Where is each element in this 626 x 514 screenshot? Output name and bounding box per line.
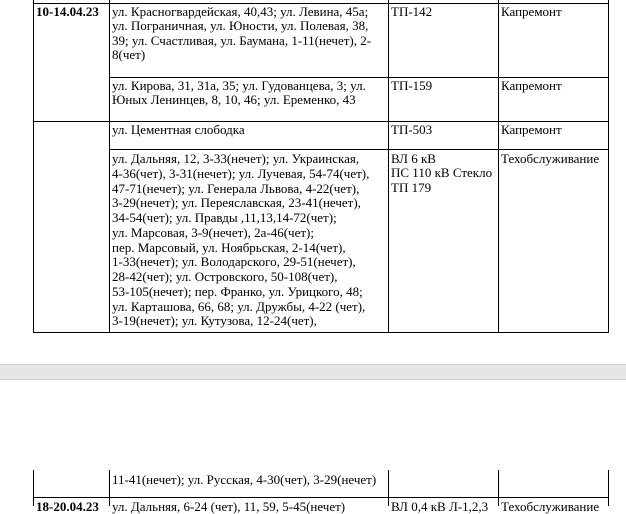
table-cell-object: ТП-159 <box>391 78 433 93</box>
table-cell-work: Капремонт <box>501 122 562 137</box>
table-cell-work: Капремонт <box>501 4 562 19</box>
table-border <box>109 149 609 150</box>
table-border <box>109 0 110 333</box>
table-border <box>388 470 389 506</box>
table-cell-work: Капремонт <box>501 78 562 93</box>
table-border <box>498 0 499 333</box>
table-cell-address: 11-41(нечет); ул. Русская, 4-30(чет), 3-29(нечет) <box>112 472 377 487</box>
table-border <box>388 0 389 333</box>
document-page-2 <box>0 380 626 514</box>
table-cell-address: ул. Кирова, 31, 31а, 35; ул. Гудованцева, 3; ул. Юных Ленинцев, 8, 10, 46; ул. Еременко, 43 <box>112 78 366 108</box>
table-cell-object: ТП-142 <box>391 4 433 19</box>
table-cell-address: ул. Дальняя, 12, 3-33(нечет); ул. Украинская, 4-36(чет), 3-31(нечет); ул. Лучевая, 54-74(чет), 47-71(нечет); ул. Генерала Львова, 4-22(чет), 3-29(нечет); ул. Переяславская, 23-41(нечет), 34-54(чет); ул. Правды ,11,13,14-72(чет); ул. Марсовая, 3-9(нечет), 2а-46(чет); пер. Марсовый, ул. Ноябрьская, 2-14(чет), 1-33(нечет); ул. Володарского, 29-51(нечет), 28-42(чет); ул. Островского, 50-108(чет), 53-105(нечет); пер. Франко, ул. Урицкого, 48; ул. Карташова, 66, 68; ул. Дружбы, 4-22 (чет), 3-19(нечет); ул. Кутузова, 12-24(чет), <box>112 151 370 329</box>
table-cell-object: ВЛ 0,4 кВ Л-1,2,3 <box>391 499 489 514</box>
table-cell-address: ул. Цементная слободка <box>112 122 245 137</box>
table-border <box>33 0 34 333</box>
page-break <box>0 364 626 380</box>
table-border <box>33 470 34 506</box>
table-border <box>109 470 110 506</box>
table-border <box>608 470 609 506</box>
table-border <box>33 497 609 498</box>
table-cell-date: 10-14.04.23 <box>36 4 99 19</box>
table-cell-object: ТП-503 <box>391 122 433 137</box>
table-cell-object: ВЛ 6 кВ ПС 110 кВ Стекло ТП 179 <box>391 151 493 195</box>
table-border <box>608 0 609 333</box>
table-border <box>33 332 609 333</box>
table-cell-address: ул. Красногвардейская, 40,43; ул. Левина, 45а; ул. Пограничная, ул. Юности, ул. Полевая, 38, 39; ул. Счастливая, ул. Баумана, 1-11(нечет), 2- 8(чет) <box>112 4 372 63</box>
table-cell-address: ул. Дальняя, 6-24 (чет), 11, 59, 5-45(нечет) <box>112 499 346 514</box>
table-cell-work: Техобслуживание <box>501 151 600 166</box>
table-border <box>498 470 499 506</box>
table-cell-date: 18-20.04.23 <box>36 499 99 514</box>
table-cell-work: Техобслуживание <box>501 499 600 514</box>
